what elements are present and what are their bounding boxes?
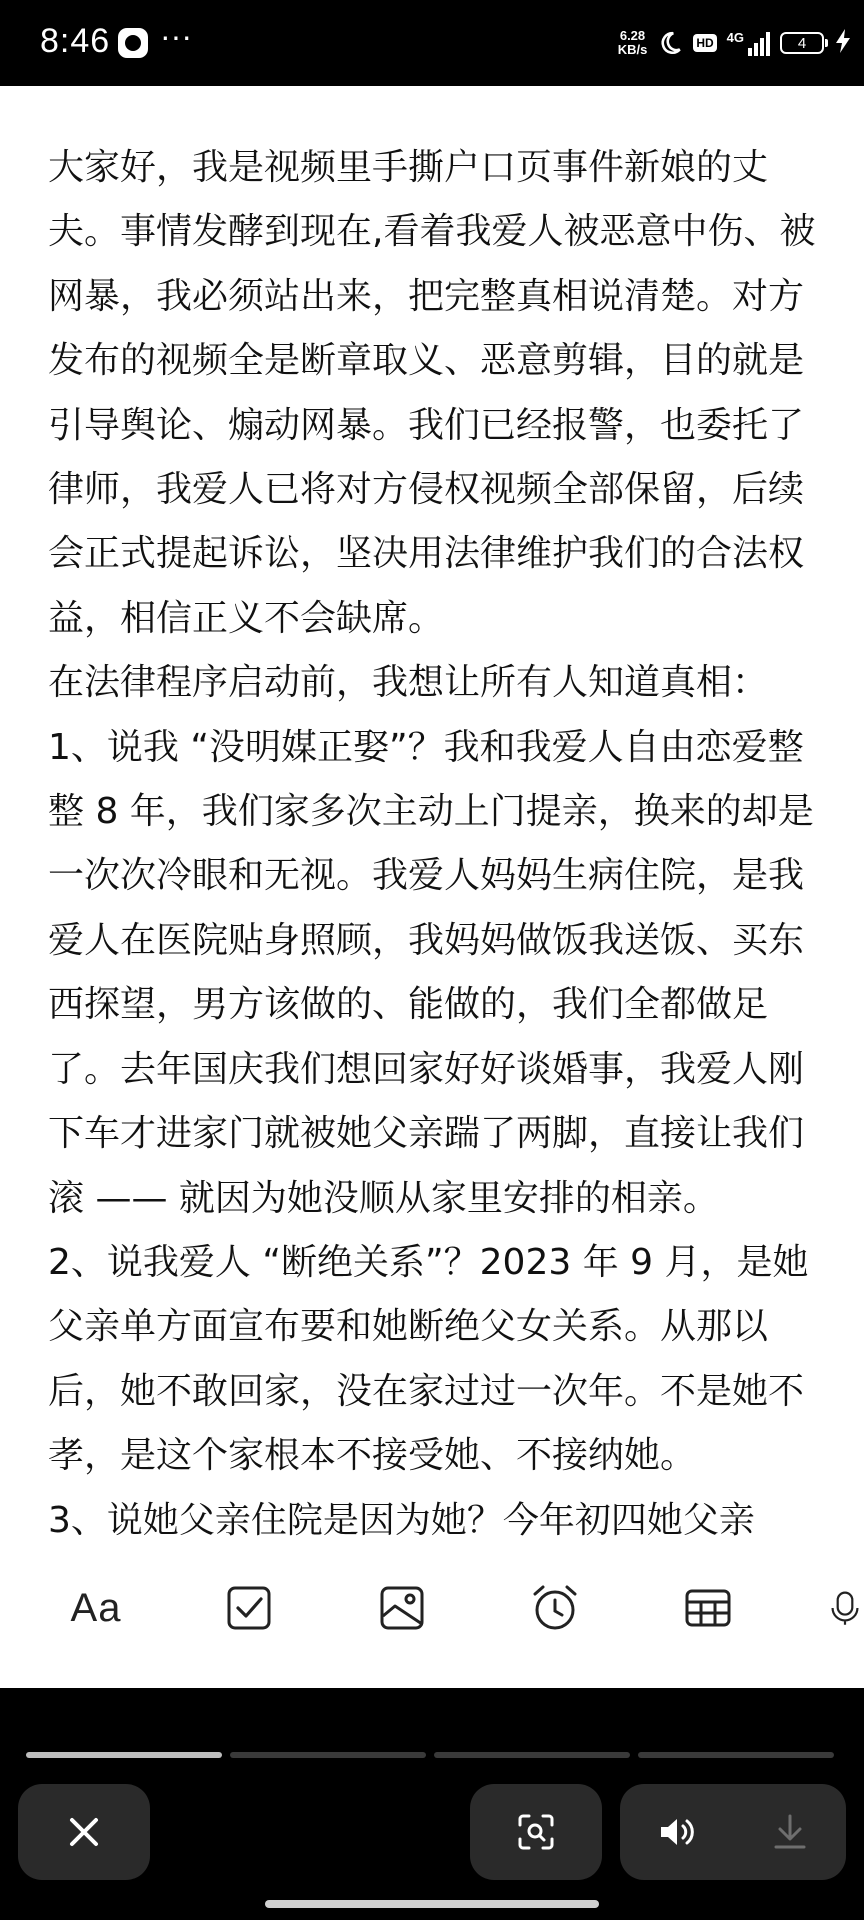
table-icon	[682, 1582, 734, 1634]
format-toolbar	[0, 1560, 864, 1688]
charging-bolt-icon	[834, 28, 852, 58]
insert-image-button[interactable]	[372, 1578, 432, 1638]
network-speed-value: 6.28	[619, 28, 646, 43]
note-paragraph: 2、说我爱人 “断绝关系”？2023 年 9 月，是她父亲单方面宣布要和她断绝父女关系。从那以后，她不敢回家，没在家过过一次年。不是她不孝，是这个家根本不接受她、不接纳她。	[48, 1241, 809, 1477]
checklist-button[interactable]	[219, 1578, 279, 1638]
note-paragraph: 在法律程序启动前，我想让所有人知道真相：	[48, 662, 769, 704]
viewer-controls	[0, 1688, 864, 1920]
image-icon	[376, 1582, 428, 1634]
insert-table-button[interactable]	[678, 1578, 738, 1638]
progress-segment	[434, 1752, 630, 1758]
scan-button[interactable]	[470, 1784, 602, 1880]
progress-segment	[26, 1752, 222, 1758]
status-bar	[0, 0, 864, 86]
network-speed-unit: KB/s	[617, 42, 648, 57]
download-icon[interactable]	[770, 1812, 810, 1852]
alarm-clock-icon	[529, 1582, 581, 1634]
progress-segment	[230, 1752, 426, 1758]
close-button[interactable]	[18, 1784, 150, 1880]
scan-icon	[516, 1812, 556, 1852]
note-paragraph: 大家好，我是视频里手撕户口页事件新娘的丈夫。事情发酵到现在,看着我爱人被恶意中伤、被网暴，我必须站出来，把完整真相说清楚。对方发布的视频全是断章取义、恶意剪辑，目的就是引导舆论、煽动网暴。我们已经报警，也委托了律师，我爱人已将对方侵权视频全部保留，后续会正式提起诉讼，坚决用法律维护我们的合法权益，相信正义不会缺席。	[48, 147, 816, 639]
battery-icon	[780, 32, 824, 54]
text-format-label: Aa	[70, 1585, 122, 1630]
note-paragraph: 1、说我 “没明媒正娶”？我和我爱人自由恋爱整整 8 年，我们家多次主动上门提亲，换来的却是一次次冷眼和无视。我爱人妈妈生病住院，是我爱人在医院贴身照顾，我妈妈做饭我送饭、买东西探望，男方该做的、能做的，我们全都做足了。去年国庆我们想回家好好谈婚事，我爱人刚下车才进家门就被她父亲踹了两脚，直接让我们滚 —— 就因为她没顺从家里安排的相亲。	[48, 726, 814, 1219]
signal-icon	[727, 30, 770, 56]
media-control-group	[620, 1784, 846, 1880]
checklist-icon	[223, 1582, 275, 1634]
hd-badge: HD	[693, 34, 716, 52]
reminder-button[interactable]	[525, 1578, 585, 1638]
text-format-button[interactable]	[66, 1578, 126, 1638]
signal-type-label: 4G	[726, 30, 744, 45]
note-page	[0, 86, 864, 1688]
status-indicators	[618, 20, 852, 66]
note-paragraph: 3、说她父亲住院是因为她？今年初四她父亲	[48, 1499, 755, 1541]
status-time: 8:46	[40, 22, 111, 60]
app-notification-icon	[118, 28, 148, 58]
home-indicator[interactable]	[265, 1900, 599, 1908]
speaker-icon[interactable]	[657, 1812, 697, 1852]
more-notifications-icon: ···	[160, 18, 192, 54]
microphone-icon	[826, 1582, 864, 1634]
voice-input-button[interactable]	[826, 1578, 864, 1638]
network-speed	[618, 29, 648, 57]
progress-segment	[638, 1752, 834, 1758]
note-body[interactable]	[48, 136, 828, 1574]
close-icon	[64, 1812, 104, 1852]
battery-level: 4	[797, 34, 807, 52]
moon-icon	[657, 30, 683, 56]
